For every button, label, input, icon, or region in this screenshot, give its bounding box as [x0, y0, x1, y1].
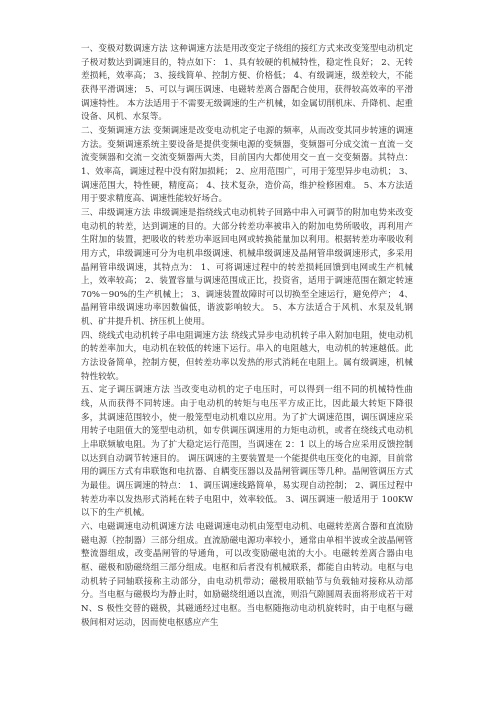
document-body [81, 43, 413, 630]
paragraph-stator-voltage: 五、定子调压调速方法 当改变电动机的定子电压时，可以得到一组不同的机械特性曲线，从而获得不同转速。由于电动机的转矩与电压平方成正比，因此最大转矩下降很多，其调速范围较小，使一般笼型电动机难以应用。为了扩大调速范围，调压调速应采用转子电阻值大的笼型电动机，如专供调压调速用的力矩电动机，或者在绕线式电动机上串联频敏电阻。为了扩大稳定运行范围，当调速在 2：1 以上的场合应采用反馈控制以达到自动调节转速目的。 调压调速的主要装置是一个能提供电压变化的电源，目前常用的调压方式有串联饱和电抗器、自耦变压器以及晶闸管调压等几种。晶闸管调压方式为最佳。调压调速的特点： 1、调压调速线路简单，易实现自动控制； 2、调压过程中转差功率以发热形式消耗在转子电阻中，效率较低。 3、调压调速一般适用于 100KW 以下的生产机械。 [81, 385, 413, 519]
paragraph-pole-changing: 一、变极对数调速方法 这种调速方法是用改变定子绕组的接红方式来改变笼型电动机定子极对数达到调速目的，特点如下： 1、具有较硬的机械特性，稳定性良好； 2、无转差损耗，效率高； 3、接线简单、控制方便、价格低； 4、有级调速，级差较大，不能获得平滑调速； 5、可以与调压调速、电磁转差离合器配合使用，获得较高效率的平滑调速特性。 本方法适用于不需要无级调速的生产机械，如金属切削机床、升降机、起重设备、风机、水泵等。 [81, 44, 413, 123]
paragraph-variable-frequency: 二、变频调速方法 变频调速是改变电动机定子电源的频率，从而改变其同步转速的调速方法。变频调速系统主要设备是提供变频电源的变频器，变频器可分成交流－直流－交流变频器和交流－交流变频器两大类，目前国内大都使用交－直－交变频器。其特点： 1、效率高，调速过程中没有附加损耗； 2、应用范围广，可用于笼型异步电动机； 3、调速范围大，特性硬，精度高； 4、技术复杂，造价高，维护检修困难。 5、本方法适用于要求精度高、调速性能较好场合。 [81, 125, 413, 205]
paragraph-cascade: 三、串级调速方法 串级调速是指绕线式电动机转子回路中串入可调节的附加电势来改变电动机的转差，达到调速的目的。大部分转差功率被串入的附加电势所吸收，再利用产生附加的装置，把吸收的转差功率返回电网或转换能量加以利用。根据转差功率吸收利用方式，串级调速可分为电机串级调速、机械串级调速及晶闸管串级调速形式，多采用晶闸管串级调速，其特点为： 1、可将调速过程中的转差损耗回馈到电网或生产机械上，效率较高； 2、装置容量与调速范围成正比，投资省，适用于调速范围在额定转速 70%－90%的生产机械上； 3、调速装置故障时可以切换至全速运行，避免停产； 4、晶闸管串级调速功率因数偏低，谐波影响较大。 5、本方法适合于风机、水泵及轧钢机、矿井提升机、挤压机上使用。 [81, 207, 413, 328]
paragraph-electromagnetic: 六、电磁调速电动机调速方法 电磁调速电动机由笼型电动机、电磁转差离合器和直流励磁电源（控制器）三部分组成。直流励磁电源功率较小，通常由单相半波或全波晶闸管整流器组成，改变晶闸管的导通角，可以改变励磁电流的大小。电磁转差离合器由电枢、磁极和励磁绕组三部分组成。电枢和后者没有机械联系，都能自由转动。电枢与电动机转子同轴联接称主动部分，由电动机带动；磁极用联轴节与负载轴对接称从动部分。当电枢与磁极均为静止时，如励磁绕组通以直流，则沿气隙圆周表面将形成若干对 N、S 极性交替的磁极，其磁通经过电枢。当电枢随拖动电动机旋转时，由于电枢与磁极间相对运动，因而使电枢感应产生 [81, 521, 413, 628]
paragraph-rotor-resistance: 四、绕线式电动机转子串电阻调速方法 绕线式异步电动机转子串入附加电阻，使电动机的转差率加大，电动机在较低的转速下运行。串入的电阻越大，电动机的转速越低。此方法设备简单，控制方便，但转差功率以发热的形式消耗在电阻上。属有级调速，机械特性较软。 [81, 330, 413, 382]
